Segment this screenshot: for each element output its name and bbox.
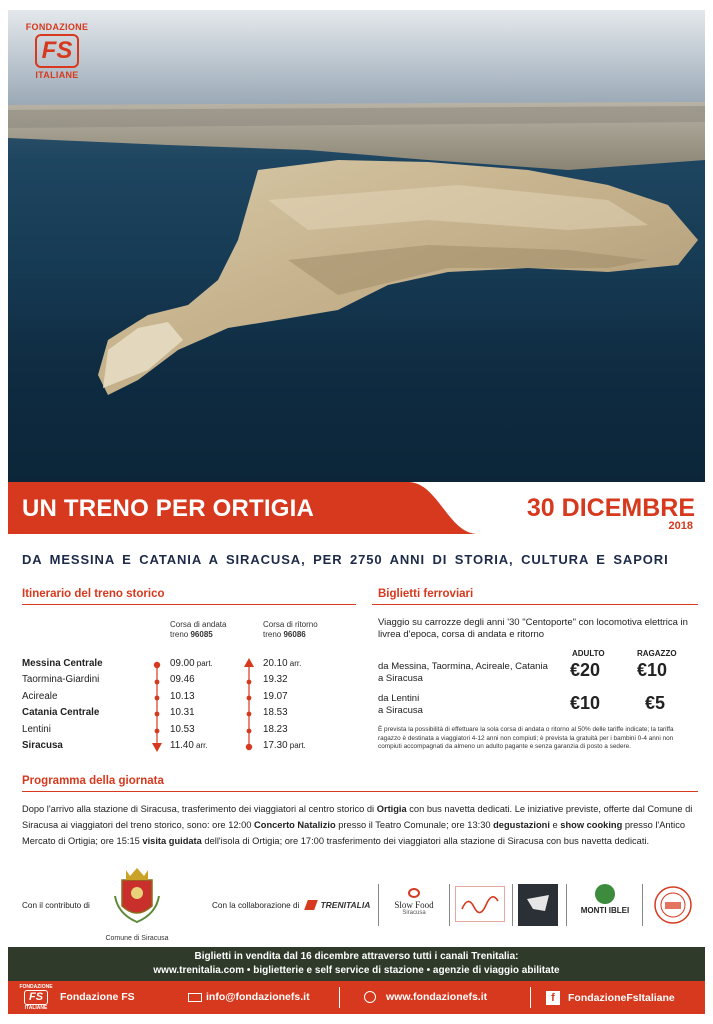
child-price: €5 (645, 693, 666, 713)
tickets-sale-banner (8, 947, 705, 981)
return-time: 18.53 (263, 707, 288, 719)
collaboration-label: Con la collaborazione di (212, 901, 300, 910)
event-date: 30 DICEMBRE (526, 494, 695, 522)
adult-header: ADULTO (572, 649, 605, 658)
logo-bottom-word: ITALIANE (35, 70, 79, 80)
facebook-icon: f (546, 991, 560, 1005)
regional-partner-logo (518, 884, 558, 926)
return-header (263, 620, 318, 640)
partner-separator (449, 884, 450, 926)
partner-separator (512, 884, 513, 926)
trenitalia-wave-icon (304, 900, 318, 910)
return-time: 17.30 part. (263, 739, 306, 751)
program-text: Dopo l'arrivo alla stazione di Siracusa, trasferimento dei viaggiatori al centro storico di Ortigia con bus navetta dedicati. Le iniziative previste, offerte dal Comune di Siracusa ai viaggiatori del treno storico, sono: ore 12:00 Concerto Natalizio presso il Teatro Comunale; ore 13:30 degustazioni e show cooking presso l'Antico Mercato di Ortigia; ore 15:15 visita guidata dell'isola di Ortigia; ore 17:00 trasferimento dei viaggiatori alla stazione di Siracusa con bus navetta dedicati. (22, 804, 693, 846)
sale-line-1: Biglietti in vendita dal 16 dicembre attraverso tutti i canali Trenitalia: (194, 951, 519, 962)
footer-separator (530, 987, 531, 1008)
outbound-train-prefix: treno (170, 630, 191, 639)
partner-separator (378, 884, 379, 926)
ticket-route: da Lentini a Siracusa (378, 693, 423, 716)
sale-line-2: www.trenitalia.com • biglietterie e self service di stazione • agenzie di viaggio abilitate (153, 965, 560, 976)
fondazione-fs-logo (22, 22, 92, 80)
return-label: Corsa di ritorno (263, 620, 318, 629)
railway-association-icon (650, 884, 696, 926)
tickets-title: Biglietti ferroviari (378, 588, 474, 600)
contacts-bar (8, 981, 705, 1014)
itinerary-title: Itinerario del treno storico (22, 588, 165, 600)
outbound-train-number: 96085 (190, 630, 213, 639)
outbound-times (170, 658, 213, 756)
partner-separator (642, 884, 643, 926)
outbound-label: Corsa di andata (170, 620, 227, 629)
comune-label: Comune di Siracusa (105, 935, 169, 942)
footer-fs-logo: FONDAZIONE FS ITALIANE (19, 984, 53, 1011)
snail-icon (408, 888, 420, 898)
tickets-note: È prevista la possibilità di effettuare la sola corsa di andata o ritorno al 50% delle tariffe indicate; la tariffa ragazzo è destinata a viaggiatori 4-12 anni non compiuti; è prevista la gratuità per i bambini 0-4 anni non compiuti accompagnati da almeno un adulto pagante e senza garanzia di posto a sedere. (378, 726, 674, 750)
return-time: 20.10 arr. (263, 658, 302, 669)
station-name: Taormina-Giardini (22, 674, 100, 686)
footer-social[interactable]: f FondazioneFsItaliane (546, 991, 675, 1005)
outbound-header (170, 620, 226, 640)
outbound-time: 10.31 (170, 707, 195, 719)
station-name: Lentini (22, 723, 51, 735)
footer-org-name: Fondazione FS (60, 991, 135, 1003)
trenitalia-logo: TRENITALIA (306, 896, 372, 914)
logo-mark: FS (35, 34, 79, 68)
globe-icon (364, 991, 376, 1003)
station-list (22, 658, 103, 756)
program-title: Programma della giornata (22, 775, 164, 787)
station-name: Messina Centrale (22, 658, 103, 669)
program-divider (22, 791, 698, 792)
return-time: 19.32 (263, 674, 288, 686)
event-year: 2018 (668, 520, 693, 532)
tickets-description: Viaggio su carrozze degli anni '30 "Centoporte" con locomotiva elettrica in livrea d'epoca, corsa di andata e ritorno (378, 617, 688, 640)
return-time: 19.07 (263, 690, 288, 702)
outbound-time: 10.13 (170, 690, 195, 702)
outbound-time: 11.40 arr. (170, 739, 208, 751)
child-price: €10 (637, 660, 668, 680)
child-header: RAGAZZO (637, 649, 677, 658)
station-name: Catania Centrale (22, 707, 100, 719)
mail-icon (188, 993, 202, 1002)
aerial-island-illustration (8, 10, 705, 482)
comune-crest-icon (112, 866, 162, 926)
footer-website[interactable]: www.fondazionefs.it (364, 991, 487, 1003)
sicily-map-icon (519, 885, 557, 925)
title-band (8, 482, 705, 534)
itinerary-divider (22, 604, 356, 605)
return-times (263, 658, 306, 756)
footer-email[interactable]: info@fondazionefs.it (188, 991, 310, 1003)
script-logo-icon (456, 887, 504, 921)
partner-separator (566, 884, 567, 926)
tickets-divider (372, 604, 698, 605)
monti-iblei-logo: MONTI IBLEI (570, 884, 640, 915)
return-train-prefix: treno (263, 630, 284, 639)
return-track-arrow (242, 656, 256, 756)
return-train-number: 96086 (283, 630, 306, 639)
outbound-track-arrow (150, 658, 164, 758)
poster-title: UN TRENO PER ORTIGIA (22, 495, 315, 522)
adult-price: €10 (570, 693, 601, 713)
footer-separator (339, 987, 340, 1008)
outbound-time: 09.46 (170, 674, 195, 686)
adult-price: €20 (570, 660, 601, 680)
outbound-time: 09.00 part. (170, 658, 213, 669)
logo-top-word: FONDAZIONE (25, 22, 89, 32)
ticket-route: da Messina, Taormina, Acireale, Catania a Siracusa (378, 661, 548, 684)
leaf-circle-icon (595, 884, 615, 904)
siciliafly-logo (455, 886, 505, 922)
slowfood-logo: Slow Food Siracusa (384, 888, 444, 916)
station-name: Acireale (22, 690, 58, 702)
hero-aerial-photo (8, 10, 705, 482)
poster-subtitle: DA MESSINA E CATANIA A SIRACUSA, PER 2750 ANNI DI STORIA, CULTURA E SAPORI (22, 552, 669, 567)
outbound-time: 10.53 (170, 723, 195, 735)
contribution-label: Con il contributo di (22, 901, 90, 910)
return-time: 18.23 (263, 723, 288, 735)
station-name: Siracusa (22, 739, 63, 751)
